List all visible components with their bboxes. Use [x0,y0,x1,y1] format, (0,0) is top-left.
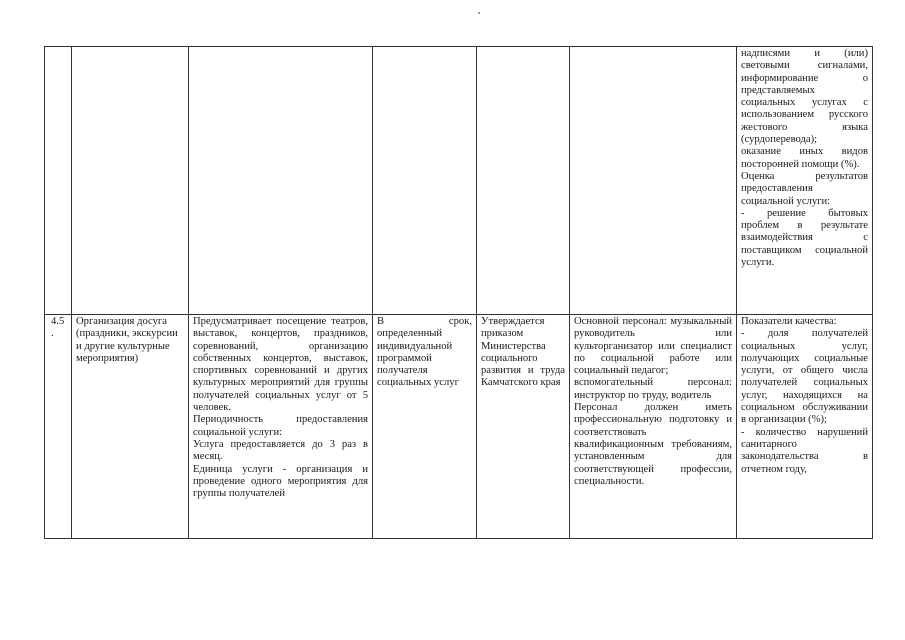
cell-number-empty [45,47,72,315]
cell-name-empty [72,47,189,315]
staff-text: Персонал должен иметь профессиональную подготовку и соответствовать квалификационным требованиям, установленным для соответствующей профессии, специальности. [574,402,732,487]
cell-term [373,315,477,539]
staff-text: Основной персонал: музыкальный руководитель или культорганизатор или специалист по социальной работе или социальный педагог; [574,316,732,377]
description-text: Периодичность предоставления социальной услуги: [193,414,368,438]
cell-description [189,315,373,539]
row-number: 4.5 [51,316,65,327]
scan-speck [478,12,480,14]
description-text: Услуга предоставляется до 3 раз в месяц. [193,438,368,463]
indicator-text: Показатели качества: [741,316,837,327]
cell-description-empty [189,47,373,315]
cell-approval-empty [477,47,570,315]
cell-number [45,315,72,539]
cell-staff-empty [570,47,737,315]
indicator-text: - количество нарушений санитарного законодательства в отчетном году, [741,426,868,475]
row-number-suffix: . [51,328,54,340]
services-table [44,46,873,539]
description-text: Единица услуги - организация и проведение одного мероприятия для группы получателей [193,463,368,500]
service-name: Организация досуга (праздники, экскурсии и другие культурные мероприятия) [76,316,178,364]
cell-term-empty [373,47,477,315]
term-text: В срок, определенный индивидуальной программой получателя социальных услуг [377,316,472,389]
indicator-text: - решение бытовых проблем в результате взаимодействия с поставщиком социальной услуги. [741,207,868,269]
approval-text: Утверждается приказом Министерства социального развития и труда Камчатского края [481,316,565,389]
cell-staff [570,315,737,539]
indicator-text: оказание иных видов посторонней помощи (%). [741,146,868,170]
staff-text: вспомогательный персонал: инструктор по труду, водитель [574,377,732,401]
description-text: Предусматривает посещение театров, выставок, концертов, праздников, соревнований, организацию собственных концертов, выставок, спортивных соревнований и других культурных мероприятий для группы получателей социальных услуг от 5 человек. [193,316,368,414]
indicator-text: надписями и (или) световыми сигналами, информирование о представляемых социальных услугах с использованием русского жестового языка (сурдоперевода); [741,48,868,146]
cell-service-name [72,315,189,539]
indicator-text: - доля получателей социальных услуг, получающих социальные услуги, от общего числа получателей социальных услуг, находящихся на социальном обслуживании в организации (%); [741,328,868,426]
table-row-continued [45,47,873,315]
cell-approval [477,315,570,539]
indicator-text: Оценка результатов предоставления социальной услуги: [741,170,868,207]
cell-indicators [737,315,873,539]
table-row-4-5 [45,315,873,539]
cell-indicators-continued [737,47,873,315]
